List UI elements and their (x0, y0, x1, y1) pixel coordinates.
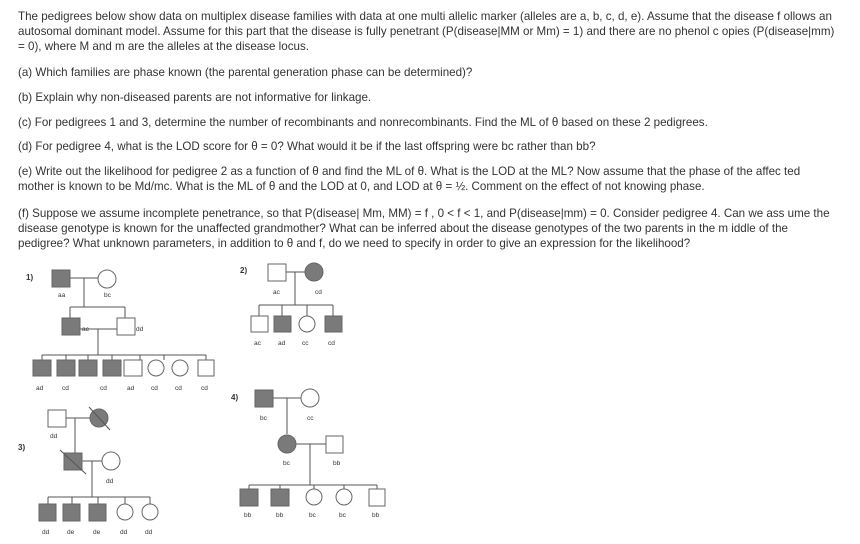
genotype-label: ad (278, 340, 286, 347)
pedigree-2 (240, 263, 342, 347)
question-e-text: (e) Write out the likelihood for pedigree 2 as a function of θ and find the ML of θ. What is the LOD at the ML? Now assume that the phase of the affec ted mother is known to be Md/mc. What is the ML of θ and the LOD at 0, and LOD at θ = ½. Comment on the effect of not knowing phase. (18, 165, 801, 193)
pedigree-1-child-unaffected (172, 360, 188, 376)
genotype-label: dd (120, 529, 128, 536)
genotype-label: dd (50, 433, 58, 440)
genotype-label: bb (276, 512, 284, 519)
pedigree-3-child-affected (89, 504, 106, 521)
pedigree-4-father (326, 436, 343, 453)
pedigree-4-child-affected (240, 489, 258, 506)
pedigree-1-father-affected (62, 318, 80, 335)
genotype-label: bb (244, 512, 252, 519)
pedigree-3-child-affected (39, 504, 56, 521)
genotype-label: ac (82, 326, 89, 333)
pedigree-4-child-unaffected (369, 489, 385, 506)
pedigree-2-number: 2) (240, 266, 248, 275)
genotype-label: ad (127, 385, 135, 392)
pedigree-1-child-unaffected (148, 360, 164, 376)
pedigree-3-child-unaffected (142, 504, 158, 520)
genotype-label: cd (62, 385, 69, 392)
genotype-label: cc (307, 415, 314, 422)
pedigree-1-grandfather-affected (52, 270, 70, 287)
pedigree-1 (26, 270, 214, 392)
genotype-label: bc (309, 512, 316, 519)
pedigree-1-grandmother (98, 270, 116, 288)
pedigree-1-child-affected (103, 360, 121, 376)
genotype-label: de (93, 529, 101, 536)
pedigree-4 (231, 389, 385, 519)
pedigree-4-grandfather-affected (255, 390, 273, 407)
genotype-label: ac (254, 340, 261, 347)
genotype-label: cc (302, 340, 309, 347)
pedigree-3-grandfather (48, 410, 66, 427)
pedigree-3 (18, 407, 158, 536)
genotype-label: ad (36, 385, 44, 392)
genotype-label: cd (201, 385, 208, 392)
genotype-label: cd (151, 385, 158, 392)
pedigree-1-child-unaffected (124, 360, 142, 376)
pedigree-4-child-unaffected (336, 489, 352, 505)
genotype-label: cd (315, 289, 322, 296)
genotype-label: dd (42, 529, 50, 536)
question-f-text: (f) Suppose we assume incomplete penetrance, so that P(disease| Mm, MM) = f , 0 < f < 1, and P(disease|mm) = 0. Consider pedigree 4. Can we ass ume the disease genotype is known for the unaffected grandmother? What can be inferred about the disease genotypes of the two parents in the m iddle of the pedigree? What unknown parameters, in addition to θ and f, do we need to specify in order to give an expression for the likelihood? (18, 207, 830, 250)
genotype-label: bb (372, 512, 380, 519)
pedigree-4-number: 4) (231, 393, 239, 402)
genotype-label: aa (58, 292, 66, 299)
pedigree-4-mother-affected (278, 435, 296, 453)
genotype-label: dd (145, 529, 153, 536)
pedigree-4-grandmother (301, 389, 319, 407)
genotype-label: ac (273, 289, 280, 296)
pedigree-2-child-unaffected (251, 316, 268, 332)
pedigree-2-child-affected (274, 316, 291, 332)
pedigree-4-child-affected (271, 489, 289, 506)
genotype-label: bb (333, 460, 341, 467)
pedigree-4-child-unaffected (306, 489, 322, 505)
pedigree-1-child-affected (79, 360, 97, 376)
pedigree-2-mother-affected (305, 263, 323, 281)
genotype-label: bc (104, 292, 111, 299)
pedigree-1-child-affected (33, 360, 51, 376)
question-b-text: (b) Explain why non-diseased parents are not informative for linkage. (18, 91, 372, 104)
pedigree-3-mother (102, 452, 120, 470)
pedigree-1-number: 1) (26, 273, 34, 282)
pedigree-2-child-unaffected (299, 316, 315, 332)
genotype-label: cd (175, 385, 182, 392)
pedigree-3-child-unaffected (117, 504, 133, 520)
genotype-label: dd (106, 478, 114, 485)
pedigree-1-child-unaffected (198, 360, 214, 376)
pedigree-3-number: 3) (18, 443, 26, 452)
genotype-label: cd (328, 340, 335, 347)
genotype-label: cd (100, 385, 107, 392)
genotype-label: bc (260, 415, 267, 422)
question-d-text: (d) For pedigree 4, what is the LOD score for θ = 0? What would it be if the last offspring were bc rather than bb? (18, 140, 596, 153)
genotype-label: bc (339, 512, 346, 519)
question-a-text: (a) Which families are phase known (the parental generation phase can be determined)? (18, 66, 473, 79)
pedigree-2-child-affected (325, 316, 342, 332)
genotype-label: dd (136, 326, 144, 333)
genotype-label: bc (283, 460, 290, 467)
pedigree-1-child-affected (57, 360, 75, 376)
pedigree-3-child-affected (63, 504, 80, 521)
intro-paragraph: The pedigrees below show data on multiplex disease families with data at one multi allelic marker (alleles are a, b, c, d, e). Assume that the disease f ollows an autosomal dominant model. Assume for this part that the disease is fully penetrant (P(disease|MM or Mm) = 1) and there are no phenol c opies (P(disease|mm) = 0), where M and m are the alleles at the disease locus. (18, 10, 835, 53)
genotype-label: de (67, 529, 75, 536)
pedigree-2-father (268, 264, 286, 281)
question-c-text: (c) For pedigrees 1 and 3, determine the number of recombinants and nonrecombinants. Find the ML of θ based on these 2 pedigrees. (18, 116, 708, 129)
pedigree-1-mother (117, 318, 135, 335)
